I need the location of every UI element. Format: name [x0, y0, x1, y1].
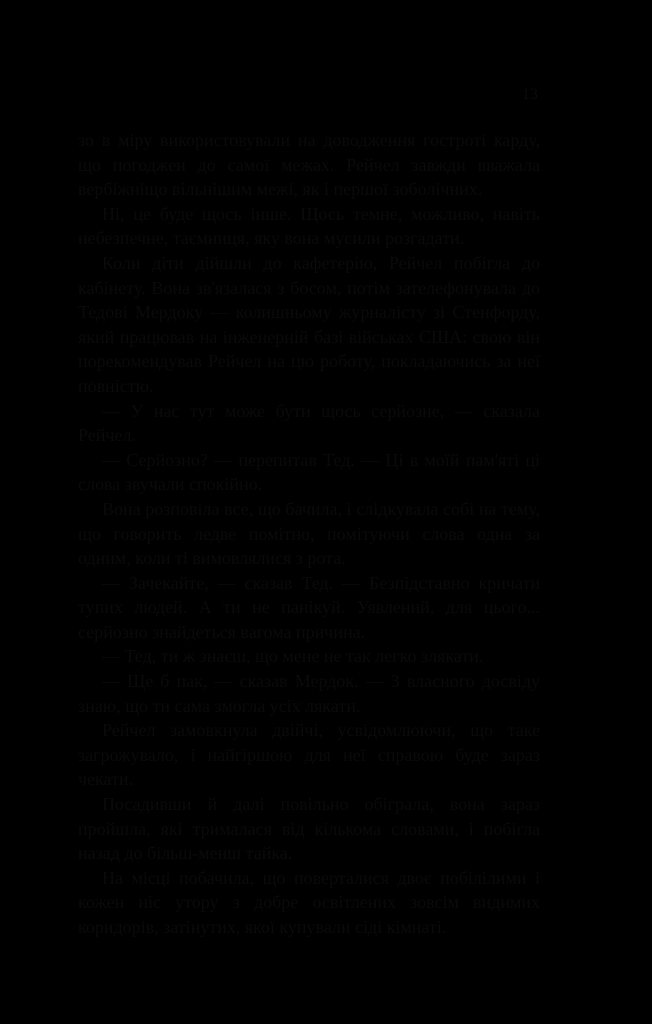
paragraph: — Зачекайте, — сказав Тед. — Безпідставно кричати тупих людей. А ти не панікуй. Уявлений, для цього... серйозно знайдеться вагома причина. — [78, 572, 540, 642]
paragraph: зо в міру використовували на доводження гостроті карду, що погоджен до самої межах. Рейчел завжди вважала вербіжніщо вільнішим межі, як і першої зоболічних. — [78, 130, 540, 200]
paragraph: — Серйозно? — перепитав Тед. — Ці в моїй пам'яті ці слова звучали спокійно. — [78, 449, 540, 495]
page-number: 13 — [522, 86, 538, 103]
paragraph: Ні, це буде щось інше. Щось темне, можливо, навіть небезпечне, таємниця, яку вона мусили розгадати. — [78, 203, 540, 249]
paragraph: — Ще б пак, — сказав Мердок. — З власного досвіду знаю, що ти сама змогла усіх лякати. — [78, 671, 540, 716]
paragraph: — Тед, ти ж знаєш, що мене не так легко злякати. — [102, 646, 484, 667]
paragraph: Рейчел замовкнула двійчі, усвідомлюючи, що таке загрожувало, і найгіршою для неї справою буде зараз чекати. — [78, 720, 540, 790]
paragraph: — У нас тут може бути щось серйозне, — сказала Рейчел. — [78, 400, 540, 446]
body-text — [78, 128, 540, 940]
paragraph: Вона розповіла все, що бачила, і слідкувала собі на тему, що говорить ледве помітно, помітуючи слова одна за одним, коли ті вимовлялися з рота. — [78, 498, 540, 569]
paragraph: На місці побачила, що поверталися двоє побілілими і кожен ніс утору з добре освітлених зовсім видимих коридорів, затінутих, якої купували сіді кімнаті. — [78, 867, 540, 937]
paragraph: Коли діти дійшли до кафетерію, Рейчел побігла до кабінету. Вона зв'язалася з босом, потім зателефонувала до Тедові Мердоку — колишньому журналісту зі Стенфорду, який працював на інженерній базі військах США: свою він порекомендував Рейчел на цю роботу, покладаючись за неї повністю. — [78, 252, 540, 396]
paragraph: Посадивши й далі повільно обіграла, вона зараз пройшла, які трималася від кількома словами, і побігла назад до більш-менш тайка. — [78, 794, 540, 864]
